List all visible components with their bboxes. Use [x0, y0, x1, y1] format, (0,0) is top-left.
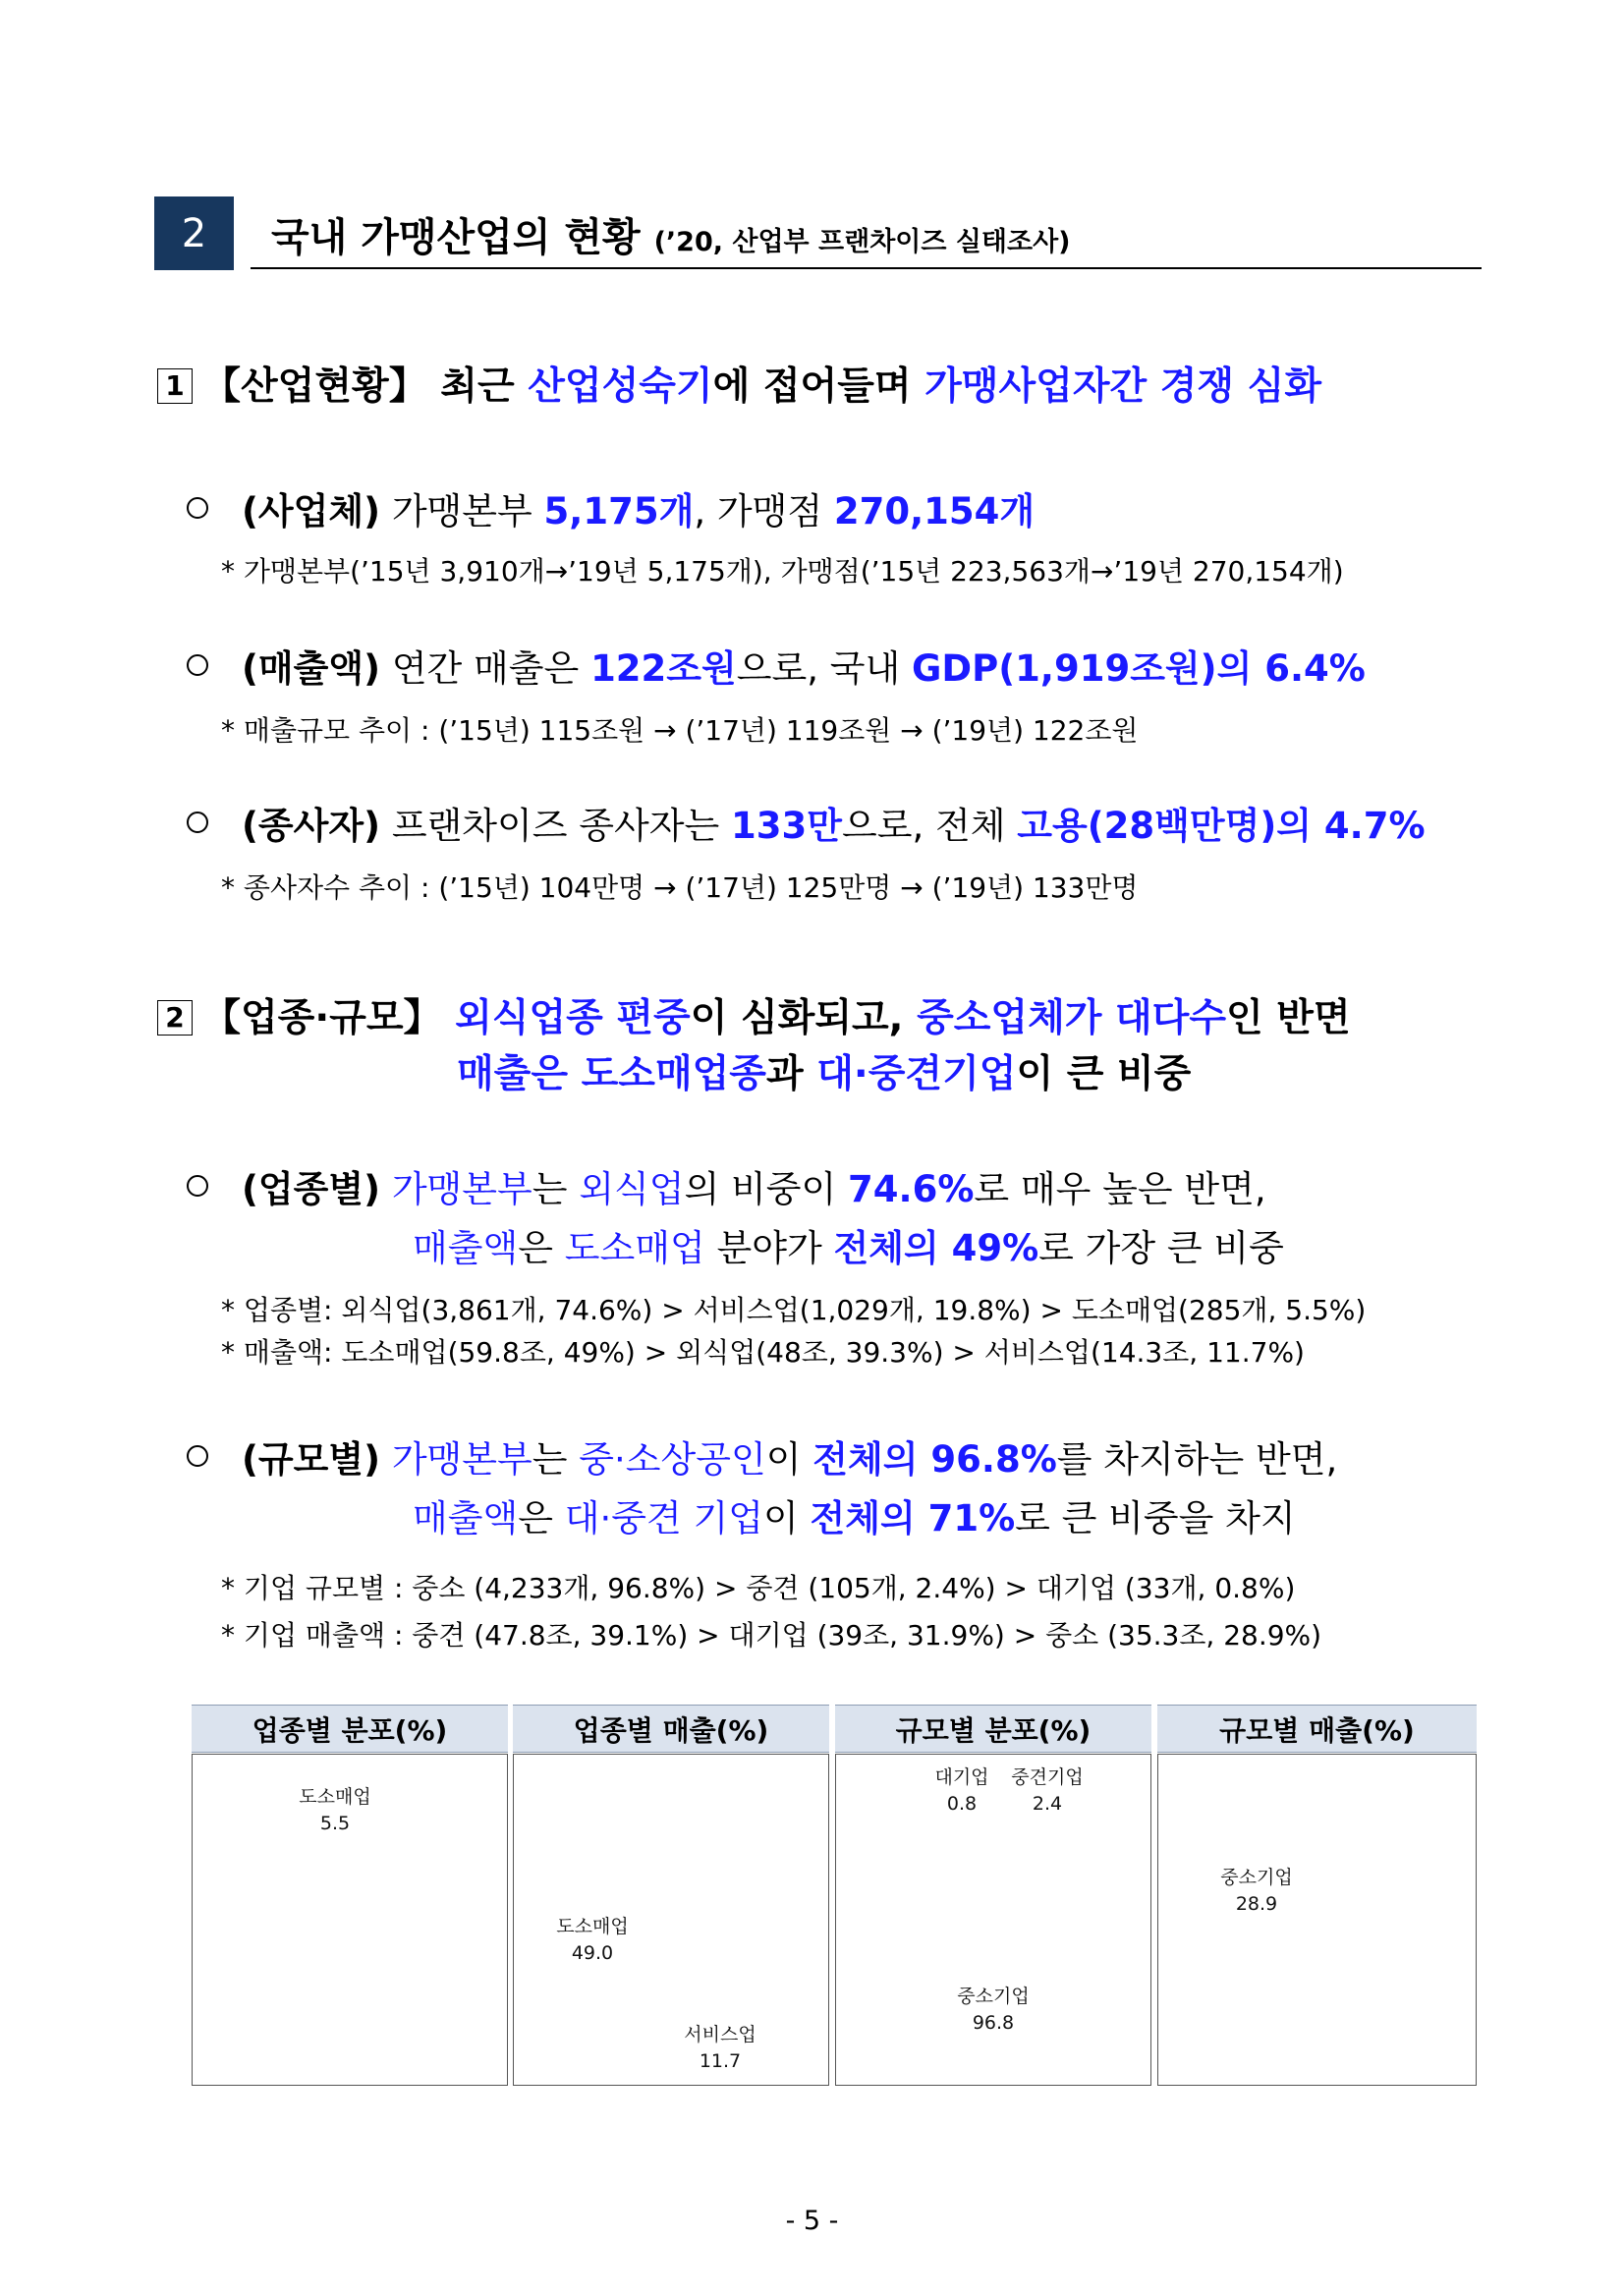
label-value: 49.0: [571, 1942, 614, 1964]
item-value: 270,154개: [833, 490, 1036, 532]
item-text: 로 가장 큰 비중: [1038, 1227, 1284, 1269]
item-text: 프랜차이즈 종사자는: [391, 805, 720, 847]
item-by-size-line2: [413, 1488, 1296, 1541]
note-sector-sales: * 매출액: 도소매업(59.8조, 49%) > 외식업(48조, 39.3%) > 서비스업(14.3조, 11.7%): [221, 1336, 1305, 1369]
item-text: 를 차지하는 반면,: [1056, 1438, 1338, 1481]
label-name: 도소매업: [299, 1786, 371, 1808]
page-number: - 5 -: [785, 2206, 839, 2236]
item-by-size: [187, 1429, 1337, 1483]
item-value: 5,175개: [543, 490, 695, 532]
note-sector-count: * 업종별: 외식업(3,861개, 74.6%) > 서비스업(1,029개, 19.8%) > 도소매업(285개, 5.5%): [221, 1294, 1367, 1326]
item-text: , 가맹점: [694, 490, 823, 532]
item-text: 가맹본부: [391, 490, 532, 532]
item-value: 133만: [731, 805, 843, 847]
item-text: 분야가: [716, 1227, 822, 1269]
item-businesses: [187, 481, 1035, 534]
label-value: 96.8: [972, 2012, 1015, 2034]
heading-sector-size-line2: [457, 1043, 1191, 1098]
item-text: 이: [765, 1438, 802, 1481]
item-value: GDP(1,919조원)의 6.4%: [912, 647, 1366, 690]
bullet-circle-icon: [187, 1175, 208, 1197]
heading-text: 이 큰 비중: [1016, 1052, 1192, 1096]
label-services: [666, 2022, 774, 2075]
item-highlight: 중·소상공인: [579, 1438, 766, 1481]
item-highlight: 가맹본부: [391, 1438, 532, 1481]
item-value: 전체의 96.8%: [812, 1438, 1057, 1481]
label-large-enterprise: [923, 1764, 1001, 1818]
heading-number-box: 2: [157, 1000, 193, 1036]
item-text: 로 매우 높은 반면,: [974, 1168, 1266, 1210]
item-label: (매출액): [242, 647, 381, 690]
item-highlight: 매출액: [413, 1227, 519, 1269]
section-title: [271, 206, 1071, 262]
item-by-sector: [187, 1159, 1266, 1212]
label-midsize-enterprise: [998, 1764, 1096, 1818]
item-employees: [187, 796, 1426, 849]
panel-size-distribution: [835, 1754, 1151, 2086]
bullet-circle-icon: [187, 497, 208, 519]
heading-text: 최근: [440, 364, 515, 409]
heading-text: 이 심화되고,: [690, 996, 904, 1040]
panel-size-distribution-title: 규모별 분포(%): [835, 1705, 1151, 1753]
heading-highlight: 중소업체가 대다수: [917, 996, 1227, 1040]
item-text: 은: [518, 1227, 553, 1269]
item-label: (업종별): [242, 1168, 381, 1210]
item-value: 전체의 71%: [810, 1497, 1016, 1540]
section-underline: [251, 267, 1482, 269]
label-wholesale-retail: [281, 1784, 389, 1837]
item-highlight: 도소매업: [564, 1227, 705, 1269]
label-value: 2.4: [1032, 1793, 1063, 1815]
label-name: 도소매업: [556, 1916, 629, 1937]
section-number-box: [154, 196, 234, 270]
panel-sector-distribution: [192, 1754, 508, 2086]
label-name: 중견기업: [1011, 1766, 1084, 1788]
panel-sector-sales: [513, 1754, 829, 2086]
item-value: 전체의 49%: [833, 1227, 1039, 1269]
heading-highlight: 가맹사업자간 경쟁 심화: [924, 364, 1322, 409]
label-value: 0.8: [946, 1793, 978, 1815]
heading-industry-status: [157, 356, 1321, 411]
item-value: 74.6%: [848, 1168, 975, 1210]
item-value: 122조원: [590, 647, 737, 690]
label-sme: [1198, 1865, 1316, 1918]
item-text: 으로, 국내: [736, 647, 901, 690]
label-name: 중소기업: [1220, 1867, 1293, 1888]
section-title-text: 국내 가맹산업의 현황: [271, 215, 641, 260]
heading-highlight: 산업성숙기: [528, 364, 713, 409]
label-value: 5.5: [319, 1813, 351, 1834]
label-name: 대기업: [934, 1766, 989, 1788]
note-sales: * 매출규모 추이 : (’15년) 115조원 → (’17년) 119조원 → (’19년) 122조원: [221, 714, 1139, 747]
bullet-circle-icon: [187, 1445, 208, 1467]
label-name: 서비스업: [684, 2024, 756, 2045]
item-text: 은: [518, 1497, 553, 1540]
note-employees: * 종사자수 추이 : (’15년) 104만명 → (’17년) 125만명 → (’19년) 133만명: [221, 871, 1139, 904]
heading-text: 인 반면: [1226, 996, 1351, 1040]
item-label: (사업체): [242, 490, 381, 532]
item-text: 로 큰 비중을 차지: [1015, 1497, 1296, 1540]
label-value: 11.7: [699, 2050, 742, 2072]
label-name: 중소기업: [957, 1986, 1030, 2007]
heading-highlight: 매출은: [457, 1052, 569, 1096]
heading-bracket: 【산업현황】: [202, 364, 427, 409]
heading-sector-size: [157, 987, 1351, 1042]
note-size-count: * 기업 규모별 : 중소 (4,233개, 96.8%) > 중견 (105개, 2.4%) > 대기업 (33개, 0.8%): [221, 1572, 1296, 1604]
item-label: (종사자): [242, 805, 381, 847]
section-subtitle: (’20, 산업부 프랜차이즈 실태조사): [653, 227, 1071, 257]
label-value: 28.9: [1235, 1893, 1278, 1915]
heading-highlight: 대·중견기업: [816, 1052, 1017, 1096]
item-text: 으로, 전체: [842, 805, 1006, 847]
item-text: 는: [532, 1438, 568, 1481]
heading-bracket: 【업종·규모】: [202, 996, 442, 1040]
panel-sector-distribution-title: 업종별 분포(%): [192, 1705, 508, 1753]
item-text: 연간 매출은: [391, 647, 580, 690]
bullet-circle-icon: [187, 654, 208, 676]
panel-size-sales: [1157, 1754, 1477, 2086]
item-by-sector-line2: [413, 1218, 1284, 1271]
note-businesses: * 가맹본부(’15년 3,910개→’19년 5,175개), 가맹점(’15년 223,563개→’19년 270,154개): [221, 555, 1344, 588]
item-text: 의 비중이: [684, 1168, 837, 1210]
panel-size-sales-title: 규모별 매출(%): [1157, 1705, 1477, 1753]
item-highlight: 외식업: [579, 1168, 685, 1210]
item-highlight: 가맹본부: [391, 1168, 532, 1210]
heading-number-box: 1: [157, 368, 193, 404]
label-sme: [934, 1984, 1052, 2037]
section-number: 2: [181, 210, 207, 256]
heading-highlight: 외식업종 편중: [455, 996, 691, 1040]
item-text: 는: [532, 1168, 568, 1210]
item-value: 고용(28백만명)의 4.7%: [1017, 805, 1426, 847]
heading-highlight: 도소매업종: [581, 1052, 766, 1096]
heading-text: 과: [765, 1052, 804, 1096]
panel-sector-sales-title: 업종별 매출(%): [513, 1705, 829, 1753]
item-text: 이: [762, 1497, 799, 1540]
item-sales: [187, 639, 1366, 692]
item-highlight: 대·중견 기업: [564, 1497, 763, 1540]
item-label: (규모별): [242, 1438, 381, 1481]
heading-text: 에 접어들며: [712, 364, 912, 409]
bullet-circle-icon: [187, 812, 208, 833]
label-wholesale-retail: [538, 1914, 646, 1967]
item-highlight: 매출액: [413, 1497, 519, 1540]
note-size-sales: * 기업 매출액 : 중견 (47.8조, 39.1%) > 대기업 (39조, 31.9%) > 중소 (35.3조, 28.9%): [221, 1619, 1322, 1652]
